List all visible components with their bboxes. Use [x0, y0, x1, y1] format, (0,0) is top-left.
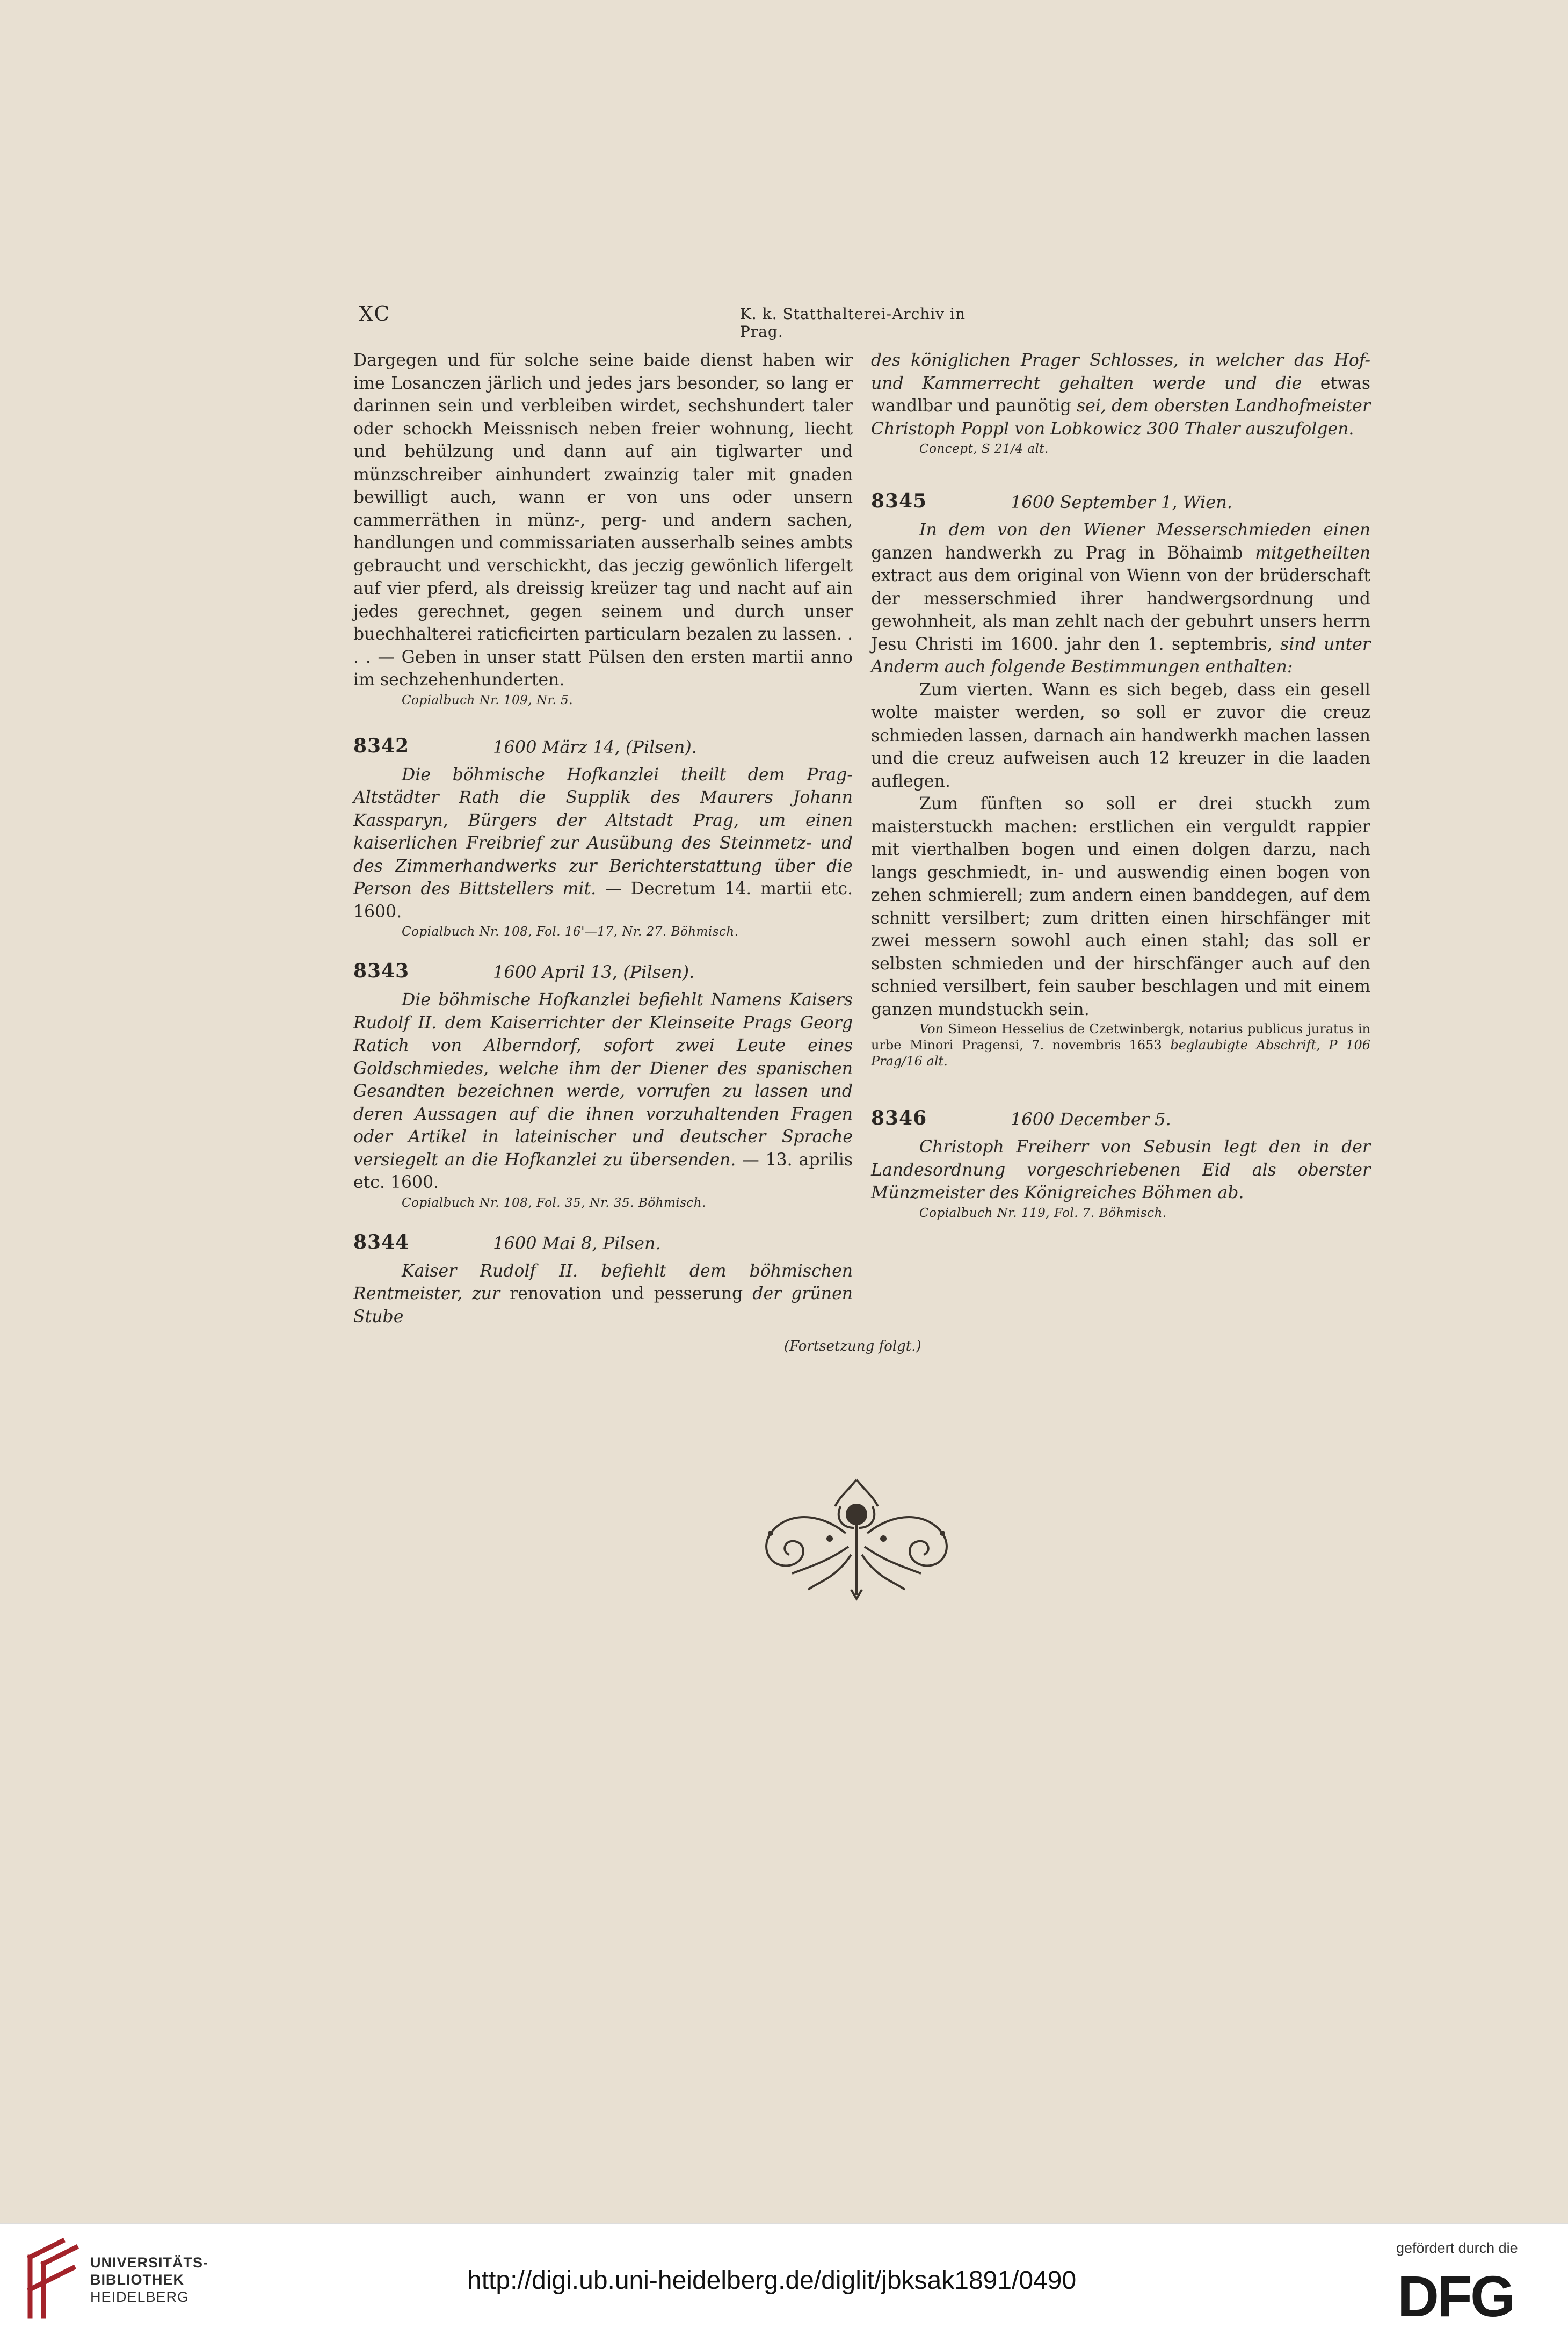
entry-number: 8343: [353, 960, 410, 982]
entry-number: 8346: [871, 1107, 927, 1129]
note-text: Simeon Hesselius de Czetwinbergk, notarius publicus juratus in urbe Minori Pragensi, 7. novembris 1653: [871, 1021, 1370, 1053]
left-column: [353, 349, 853, 1328]
entry-summary: Die böhmische Hofkanzlei befiehlt Namens Kaisers Rudolf II. dem Kaiserrichter der Kleinseite Prags Georg Ratich von Alberndorf, sofort zwei Leute eines Goldschmiedes, welche ihm der Diener des spanischen Gesandten bezeichnen werde, vorrufen zu lassen und deren Aussagen auf die ihnen vorzuhaltenden Fragen oder Artikel in lateinischer und deutscher Sprache versiegelt an die Hofkanzlei zu übersenden.: [353, 990, 853, 1170]
entry-8343-text: [353, 989, 853, 1194]
summary-text: mitgetheilten: [1243, 543, 1371, 563]
entry-summary: Kaiser Rudolf II. befiehlt dem böhmischen Rentmeister, zur: [353, 1261, 853, 1303]
entry-date: 1600 Mai 8, Pilsen.: [493, 1232, 661, 1253]
entry-8345-intro: [871, 519, 1370, 679]
entry-quote: renovation und pesserung: [510, 1284, 743, 1303]
entry-quote: — Decretum 14. martii etc. 1600.: [353, 879, 853, 922]
summary-text: des königlichen Prager Schlosses, in welcher das Hof- und Kammerrecht gehalten werde und die: [871, 351, 1370, 393]
entry-8345-note: [871, 1021, 1370, 1069]
entry-8343-heading: [353, 960, 853, 985]
continued-paragraph: [871, 349, 1370, 440]
entry-date: 1600 September 1, Wien.: [1011, 492, 1232, 512]
library-name-line: HEIDELBERG: [90, 2289, 190, 2305]
note-suffix: beglaubigte Abschrift, P 106 Prag/16 alt.: [871, 1038, 1370, 1069]
entry-8342-source: Copialbuch Nr. 108, Fol. 16'—17, Nr. 27. Böhmisch.: [402, 925, 739, 939]
entry-8342-heading: [353, 735, 853, 760]
entry-8346-heading: [871, 1107, 1370, 1133]
university-library-logo[interactable]: [19, 2236, 84, 2322]
entry-8345-paragraph-4: Zum vierten. Wann es sich begeb, dass ein gesell wolte maister werden, so soll er zuvor die creuz schmieden lassen, darnach ain handwerkh machen lassen und die creuz aufweisen auch 12 kreuzer in die laaden auflegen.: [871, 680, 1370, 791]
page-header: [359, 302, 992, 340]
quote-text: extract aus dem original von Wienn von der brüderschaft der messerschmied ihrer handwergsordnung und gewohnheit, als man zehlt nach der gebuhrt unsers herrn Jesu Christi im 1600. jahr den 1. septembris,: [871, 566, 1370, 654]
dfg-logo[interactable]: DFG: [1397, 2264, 1513, 2329]
entry-date: 1600 December 5.: [1011, 1109, 1171, 1129]
quote-text: etwas wandlbar und paunötig: [871, 373, 1370, 416]
entry-8344-heading: [353, 1231, 853, 1257]
library-name-line: UNIVERSITÄTS-: [90, 2254, 209, 2271]
viewer-footer: [0, 2223, 1568, 2335]
running-title: K. k. Statthalterei-Archiv in Prag.: [740, 305, 966, 340]
page-number: XC: [359, 302, 391, 325]
entry-summary-cont: der grünen Stube: [353, 1284, 853, 1326]
entry-summary: Die böhmische Hofkanzlei theilt dem Prag-Altstädter Rath die Supplik des Maurers Johann Kassparyn, Bürgers der Altstadt Prag, um einen kaiserlichen Freibrief zur Ausübung des Steinmetz- und des Zimmerhandwerks zur Berichterstattung über die Person des Bittstellers mit.: [353, 765, 853, 898]
entry-number: 8342: [353, 734, 410, 757]
ornament-vignette: [754, 1474, 959, 1603]
intro-source: Copialbuch Nr. 109, Nr. 5.: [402, 693, 574, 707]
entry-8344-text: [353, 1260, 853, 1329]
library-name: [90, 2254, 208, 2305]
library-name-line: BIBLIOTHEK: [90, 2272, 184, 2288]
right-column: [871, 349, 1370, 1222]
entry-8345-paragraph-5: Zum fünften so soll er drei stuckh zum maisterstuckh machen: erstlichen ein verguldt rappier mit vierthalben bogen und einen dolgen darzu, nach langs geschmiedt, in- und auswendig einen bogen von zehen schmierell; zum andern einen banddegen, auf dem schnitt versilbert; zum dritten einen hirschfänger mit zwei messern sowohl auch einen stahl; das soll er selbsten schmieden und der hirschfänger auch auf den schnied versilbert, fein sauber beschlagen und mit einem ganzen mundstuckh sein.: [871, 794, 1370, 1019]
quote-text: ganzen handwerkh zu Prag in Böhaimb: [871, 543, 1243, 563]
entry-date: 1600 April 13, (Pilsen).: [493, 962, 695, 982]
continuation-note: (Fortsetzung folgt.): [784, 1338, 921, 1354]
entry-number: 8345: [871, 490, 927, 512]
summary-text: sind unter Anderm auch folgende Bestimmungen enthalten:: [871, 634, 1370, 677]
continued-source: Concept, S 21/4 alt.: [919, 442, 1049, 456]
summary-text: In dem von den Wiener Messerschmieden einen: [919, 520, 1370, 540]
entry-number: 8344: [353, 1230, 410, 1253]
entry-date: 1600 März 14, (Pilsen).: [493, 736, 697, 757]
entry-8346-text: Christoph Freiherr von Sebusin legt den in der Landesordnung vorgeschriebenen Eid als oberster Münzmeister des Königreiches Böhmen ab.: [871, 1137, 1370, 1202]
entry-8346-source: Copialbuch Nr. 119, Fol. 7. Böhmisch.: [919, 1206, 1167, 1220]
entry-quote: — 13. aprilis etc. 1600.: [353, 1150, 853, 1192]
entry-8343-source: Copialbuch Nr. 108, Fol. 35, Nr. 35. Böhmisch.: [402, 1195, 706, 1210]
summary-text-cont: sei, dem obersten Landhofmeister Christoph Poppl von Lobkowicz 300 Thaler auszufolgen.: [871, 396, 1371, 439]
intro-paragraph: Dargegen und für solche seine baide dienst haben wir ime Losanczen järlich und jedes jars besonder, so lang er darinnen sein und verbleiben wirdet, sechshundert taler oder schockh Meissnisch neben freier wohnung, liecht und behülzung und dann auf ain tiglwarter und münzschreiber ainhundert zwainzig taler mit gnaden bewilligt auch, wann er von uns oder unsern cammerräthen in münz-, perg- und andern sachen, handlungen und commissariaten ausserhalb seines ambts gebraucht und verschickht, das jeczig gewönlich lifergelt auf vier pferd, als dreissig kreüzer tag und nacht auf ain jedes gerechnet, gegen seinem und durch unser buechhalterei raticficirten particularn bezalen zu lassen. . . . — Geben in unser statt Pülsen den ersten martii anno im sechzehenhunderten.: [353, 351, 853, 690]
funding-label: gefördert durch die: [1396, 2240, 1518, 2256]
entry-8342-text: [353, 764, 853, 924]
note-prefix: Von: [919, 1021, 944, 1036]
entry-8345-heading: [871, 490, 1370, 516]
permalink-url[interactable]: http://digi.ub.uni-heidelberg.de/diglit/jbksak1891/0490: [467, 2266, 1077, 2295]
